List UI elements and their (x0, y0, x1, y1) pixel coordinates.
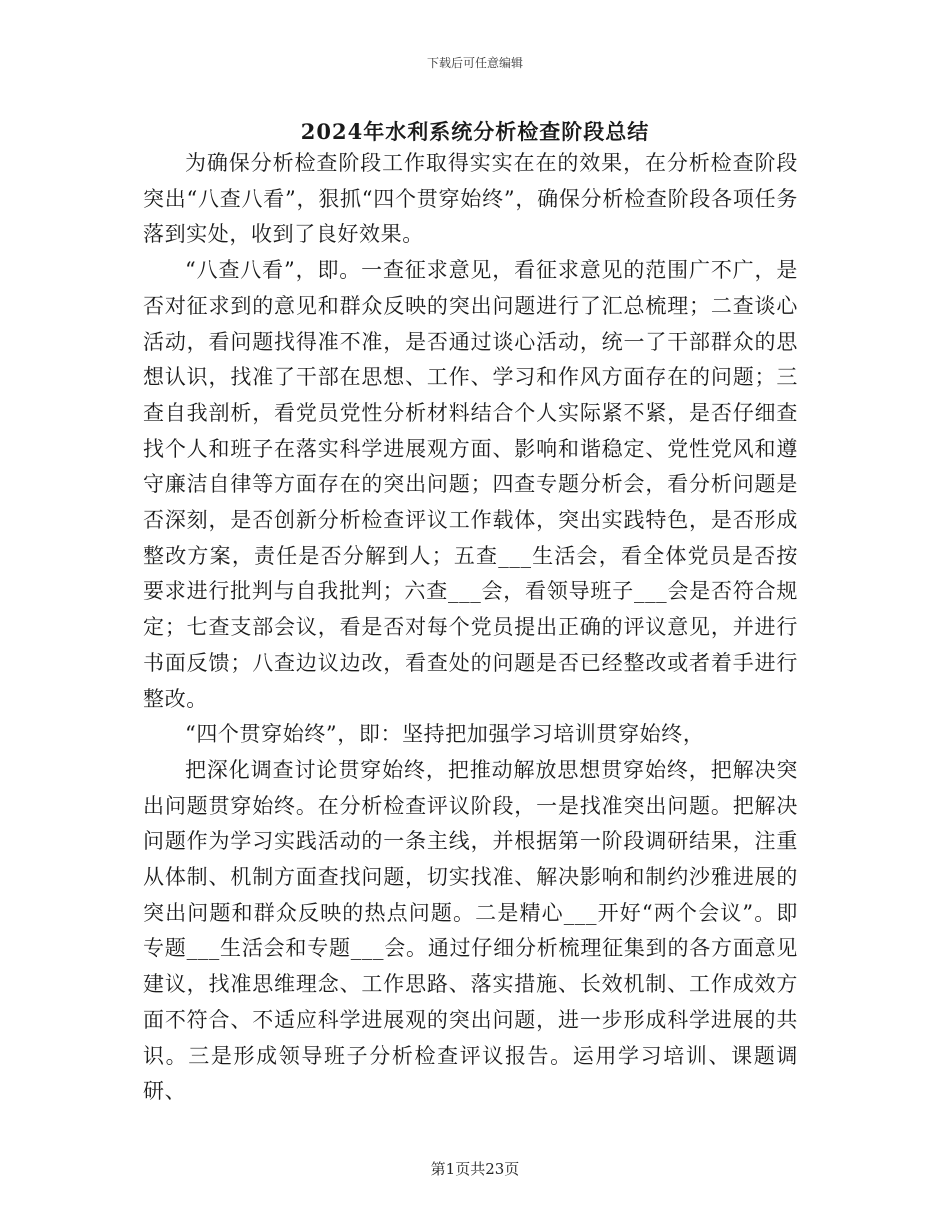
paragraph-intro: 为确保分析检查阶段工作取得实实在在的效果，在分析检查阶段突出“八查八看”，狠抓“四个贯穿始终”，确保分析检查阶段各项任务落到实处，收到了良好效果。 (143, 151, 798, 247)
document-body (143, 146, 798, 1110)
document-title: 2024年水利系统分析检查阶段总结 (300, 119, 650, 144)
paragraph-eight-checks: “八查八看”，即。一查征求意见，看征求意见的范围广不广，是否对征求到的意见和群众反映的突出问题进行了汇总梳理；二查谈心活动，看问题找得准不准，是否通过谈心活动，统一了干部群众的思想认识，找准了干部在思想、工作、学习和作风方面存在的问题；三查自我剖析，看党员党性分析材料结合个人实际紧不紧，是否仔细查找个人和班子在落实科学进展观方面、影响和谐稳定、党性党风和遵守廉洁自律等方面存在的突出问题；四查专题分析会，看分析问题是否深刻，是否创新分析检查评议工作载体，突出实践特色，是否形成整改方案，责任是否分解到人；五查___生活会，看全体党员是否按要求进行批判与自我批判；六查___会，看领导班子___会是否符合规定；七查支部会议，看是否对每个党员提出正确的评议意见，并进行书面反馈；八查边议边改，看查处的问题是否已经整改或者着手进行整改。 (143, 258, 798, 711)
page-header: 下载后可任意编辑 (426, 56, 523, 70)
page-footer: 第1页共23页 (430, 1160, 520, 1178)
paragraph-four-throughout: “四个贯穿始终”，即：坚持把加强学习培训贯穿始终， (185, 722, 705, 747)
paragraph-analysis-stage: 把深化调查讨论贯穿始终，把推动解放思想贯穿始终，把解决突出问题贯穿始终。在分析检查评议阶段，一是找准突出问题。把解决问题作为学习实践活动的一条主线，并根据第一阶段调研结果，注重从体制、机制方面查找问题，切实找准、解决影响和制约沙雅进展的突出问题和群众反映的热点问题。二是精心___开好“两个会议”。即专题___生活会和专题___会。通过仔细分析梳理征集到的各方面意见建议，找准思维理念、工作思路、落实措施、长效机制、工作成效方面不符合、不适应科学进展观的突出问题，进一步形成科学进展的共识。三是形成领导班子分析检查评议报告。运用学习培训、课题调研、 (143, 757, 798, 1104)
